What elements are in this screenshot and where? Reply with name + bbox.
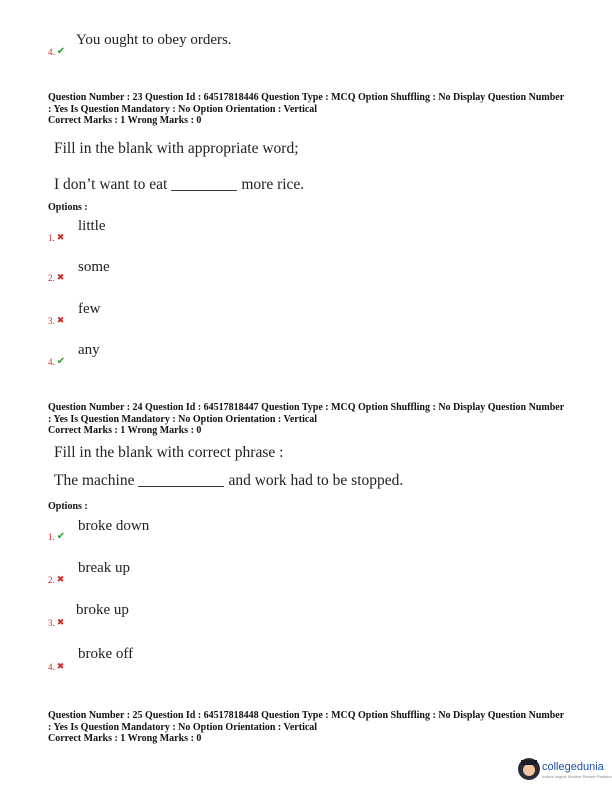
option-text: broke up bbox=[76, 602, 129, 618]
logo-text: collegedunia bbox=[542, 761, 604, 773]
cross-icon: ✖ bbox=[56, 272, 65, 282]
option-number: 1. ✖ bbox=[48, 232, 65, 243]
cross-icon: ✖ bbox=[56, 661, 65, 671]
option-text: You ought to obey orders. bbox=[76, 32, 232, 48]
option-text: break up bbox=[78, 560, 131, 576]
option-number: 4. ✔ bbox=[48, 46, 66, 57]
question-instruction: Fill in the blank with correct phrase : bbox=[54, 444, 284, 461]
option-text: broke off bbox=[78, 646, 134, 662]
question-meta: Question Number : 24 Question Id : 64517818447 Question Type : MCQ Option Shuffling : No Display Question Number : Yes Is Question Mandatory : No Option Orientation : Vertical Correct Marks : 1 Wrong Marks : 0 bbox=[48, 402, 568, 437]
question-meta: Question Number : 25 Question Id : 64517818448 Question Type : MCQ Option Shuffling : No Display Question Number : Yes Is Question Mandatory : No Option Orientation : Vertical Correct Marks : 1 Wrong Marks : 0 bbox=[48, 710, 568, 745]
option-number: 4. ✖ bbox=[48, 661, 65, 672]
question-marks: Correct Marks : 1 Wrong Marks : 0 bbox=[48, 115, 202, 126]
options-label: Options : bbox=[48, 501, 88, 512]
answer-blank bbox=[138, 474, 224, 487]
option-number: 3. ✖ bbox=[48, 617, 65, 628]
option-text: any bbox=[78, 342, 100, 358]
option-number: 4. ✔ bbox=[48, 356, 66, 367]
option-text: few bbox=[78, 301, 101, 317]
option-number: 2. ✖ bbox=[48, 574, 65, 585]
answer-blank bbox=[171, 178, 237, 191]
question-instruction: Fill in the blank with appropriate word; bbox=[54, 140, 299, 157]
option-text: little bbox=[78, 218, 106, 234]
option-number: 1. ✔ bbox=[48, 531, 66, 542]
option-text: broke down bbox=[78, 518, 150, 534]
question-marks: Correct Marks : 1 Wrong Marks : 0 bbox=[48, 733, 202, 744]
check-icon: ✔ bbox=[56, 46, 66, 57]
option-text: some bbox=[78, 259, 110, 275]
question-sentence: I don’t want to eat more rice. bbox=[54, 176, 305, 193]
option-number: 2. ✖ bbox=[48, 272, 65, 283]
question-marks: Correct Marks : 1 Wrong Marks : 0 bbox=[48, 425, 202, 436]
question-sentence: The machine and work had to be stopped. bbox=[54, 472, 404, 489]
check-icon: ✔ bbox=[56, 531, 66, 542]
check-icon: ✔ bbox=[56, 356, 66, 367]
cross-icon: ✖ bbox=[56, 232, 65, 242]
question-meta: Question Number : 23 Question Id : 64517818446 Question Type : MCQ Option Shuffling : No Display Question Number : Yes Is Question Mandatory : No Option Orientation : Vertical Correct Marks : 1 Wrong Marks : 0 bbox=[48, 92, 568, 127]
cross-icon: ✖ bbox=[56, 574, 65, 584]
cross-icon: ✖ bbox=[56, 617, 65, 627]
option-number: 3. ✖ bbox=[48, 315, 65, 326]
mascot-icon bbox=[518, 758, 540, 780]
options-label: Options : bbox=[48, 202, 88, 213]
cross-icon: ✖ bbox=[56, 315, 65, 325]
collegedunia-logo bbox=[518, 758, 610, 784]
logo-tagline: India's largest Student Review Platform bbox=[542, 774, 612, 779]
